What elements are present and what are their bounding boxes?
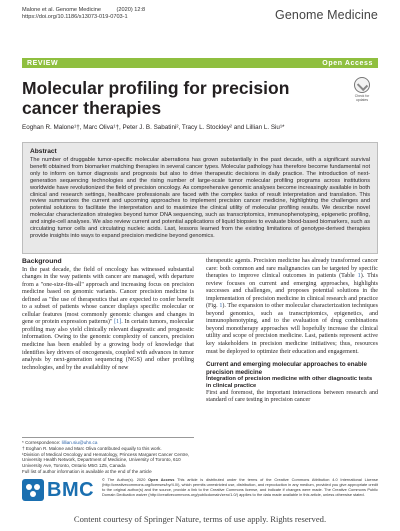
article-type-label: REVIEW [27,59,59,67]
check-updates-icon [354,77,370,93]
citation-authors: Malone et al. Genome Medicine [22,7,101,13]
contribution-note: † Eoghan R. Malone and Marc Oliva contributed equally to this work. [22,445,162,451]
bmc-logo [22,478,96,502]
citation-year: (2020) 12:8 [116,7,146,13]
article-type-banner [22,58,378,68]
author-list: Eoghan R. Malone¹†, Marc Oliva¹†, Peter J. B. Sabatini², Tracy L. Stockley² and Lillian L. Siu¹* [22,124,285,131]
background-heading: Background [22,258,62,265]
doi-link[interactable]: https://doi.org/10.1186/s13073-019-0703-1 [22,14,128,20]
check-updates-button[interactable] [350,77,374,102]
correspondence-email[interactable]: lillian.siu@uhn.ca [61,440,98,445]
section-heading: Current and emerging molecular approaches to enable precision medicine [206,361,367,376]
bmc-logo-icon [22,479,44,501]
open-access-label: Open Access [322,59,373,67]
correspondence-line: * Correspondence: lillian.siu@uhn.ca [22,440,98,445]
springer-footer: Content courtesy of Springer Nature, terms of use apply. Rights reserved. [73,514,327,524]
figure-link[interactable]: 1 [219,303,223,310]
journal-name: Genome Medicine [275,8,378,22]
body-column-left [22,258,194,372]
background-paragraph: In the past decade, the field of oncology has witnessed substantial changes in the way patients with cancer are managed, with departure from a "one-size-fits-all" approach and increasing focus on precision medicine based on genomic variants. Cancer precision medicine is defined as "the use of therapeutics that are expected to confer benefit to a subset of patients whose cancer displays specific molecular or cellular features (most commonly genomic changes and changes in gene or protein expression patterns)" [1]. In certain tumors, molecular profiling may also yield clinically relevant diagnostic and prognostic information. Owing to the genomic complexity of cancers, precision medicine has been enabled by a growing body of knowledge that identifies key drivers of oncogenesis, coupled with advances in tumor analysis by next-generation sequencing (NGS) and other profiling technologies, and by the availability of new [22,266,194,371]
abstract-text: The number of druggable tumor-specific molecular aberrations has grown substantially in the past decade, with a significant survival benefit obtained from biomarker matching therapies in several cancer types. Molecular pathology has therefore become fundamental not only to inform on tumor diagnosis and prognosis but also to drive therapeutic decisions in daily practice. The introduction of next-generation sequencing technologies and the rising number of large-scale tumor molecular profiling programs across institutions worldwide have revolutionized the field of precision oncology. As comprehensive genomic analyses become increasingly available in both clinical and research settings, healthcare professionals are faced with the complex tasks of result interpretation and translation. This review summarizes the current and upcoming approaches to implement precision cancer medicine, highlighting the challenges and potential solutions to facilitate the interpretation and to maximize the clinical utility of molecular profiling results. We describe novel molecular characterization strategies beyond tumor DNA sequencing, such as transcriptomics, immunophenotyping, epigenetic profiling, and single-cell analyses. We also review current and potential applications of liquid biopsies to evaluate blood-based biomarkers, such as circulating tumor cells and circulating nucleic acids. Last, lessons learned from the existing limitations of genotype-derived therapies provide insights into ways to expand precision medicine beyond genomics. [30,157,370,239]
abstract-heading: Abstract [30,148,57,155]
author-info-note: Full list of author information is available at the end of the article [22,468,152,474]
open-access-bold: Open Access [148,477,175,482]
affiliation-note: ¹Division of Medical Oncology and Hematology, Princess Margaret Cancer Centre, University Health Network, Department of Medicine, University of Toronto, 610 University Ave, Toronto, Ontario M5G 1Z5, Canada [22,451,190,469]
bmc-logo-text: BMC [47,478,95,501]
footnotes [22,437,194,475]
body-column-right [206,258,378,405]
subsection-paragraph: First and foremost, the important interactions between research and standard of care testing in precision cancer [206,389,378,404]
subsection-heading: Integration of precision medicine with other diagnostic tests in clinical practice [206,375,373,389]
abstract-box [22,142,378,254]
citation-link[interactable]: [1] [114,319,122,326]
citation-header [22,7,159,21]
license-text: © The Author(s). 2020 Open Access This article is distributed under the terms of the Creative Commons Attribution 4.0 International License (http://creativecommons.org/licenses/by/4.0/), which permits unrestricted use, distribution, and reproduction in any medium, provided you give appropriate credit to the original author(s) and the source, provide a link to the Creative Commons license, and indicate if changes were made. The Creative Commons Public Domain Dedication waiver (http://creativecommons.org/publicdomain/zero/1.0/) applies to the data made available in this article, unless otherwise stated. [102,477,378,497]
article-title: Molecular profiling for precision cancer therapies [22,78,290,118]
intro-paragraph: therapeutic agents. Precision medicine has already transformed cancer care: both common and rare malignancies can be targeted by specific therapies to improve clinical outcomes in patients (Table 1). This review focuses on current and emerging approaches, highlights successes and challenges, and proposes potential solutions in the implementation of precision medicine in clinical research and practice (Fig. 1). The expansion to other molecular characterization techniques beyond genomics, such as transcriptomics, epigenetics, and immunophenotyping, and to the evaluation of drug combinations beyond monotherapy approaches will hopefully increase the clinical utility and scope of precision medicine. Last, patients represent active key stakeholders in precision medicine initiatives; thus, resources must be deployed to optimize their education and engagement. [206,258,378,355]
table-link[interactable]: 1 [357,273,361,280]
check-updates-label: Check for updates [354,94,370,102]
